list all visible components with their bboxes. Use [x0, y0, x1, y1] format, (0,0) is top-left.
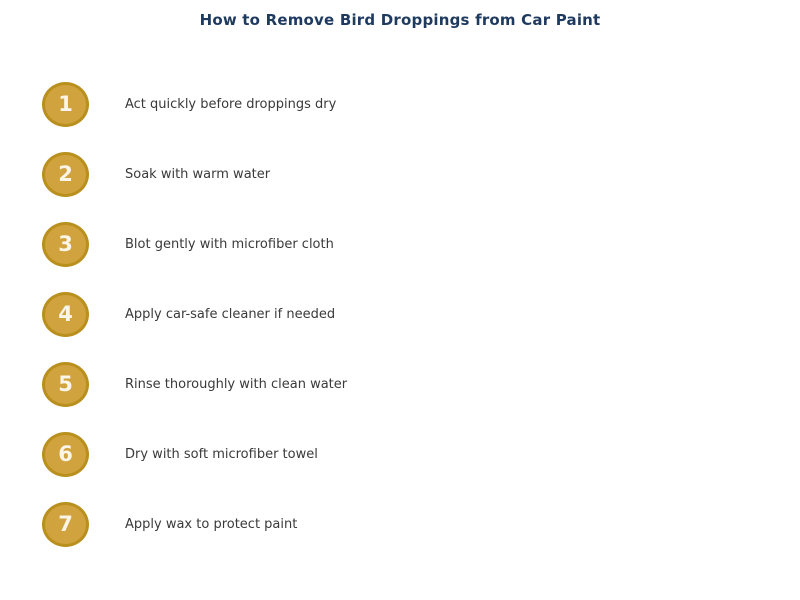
step-label: Rinse thoroughly with clean water — [125, 376, 348, 392]
step-number: 5 — [58, 371, 73, 396]
step-label: Dry with soft microfiber towel — [125, 446, 318, 462]
step-label: Act quickly before droppings dry — [125, 96, 337, 112]
step-number-badge — [42, 432, 89, 477]
step-number-badge — [42, 82, 89, 127]
step-number-badge — [42, 222, 89, 267]
step-row — [0, 349, 800, 419]
step-number-badge — [42, 502, 89, 547]
step-number-badge — [42, 152, 89, 197]
step-row — [0, 139, 800, 209]
step-number-badge — [42, 292, 89, 337]
step-row — [0, 69, 800, 139]
step-row — [0, 419, 800, 489]
page-title: How to Remove Bird Droppings from Car Paint — [199, 11, 601, 29]
step-number-badge — [42, 362, 89, 407]
step-number: 7 — [58, 511, 73, 536]
step-label: Apply wax to protect paint — [125, 516, 298, 532]
steps-list — [0, 69, 800, 559]
step-label: Apply car-safe cleaner if needed — [125, 306, 336, 322]
step-number: 1 — [58, 91, 73, 116]
step-row — [0, 279, 800, 349]
step-label: Soak with warm water — [125, 166, 271, 182]
step-row — [0, 489, 800, 559]
step-label: Blot gently with microfiber cloth — [125, 236, 334, 252]
step-number: 6 — [58, 441, 73, 466]
step-number: 3 — [58, 231, 73, 256]
step-number: 2 — [58, 161, 73, 186]
step-number: 4 — [58, 301, 73, 326]
step-row — [0, 209, 800, 279]
